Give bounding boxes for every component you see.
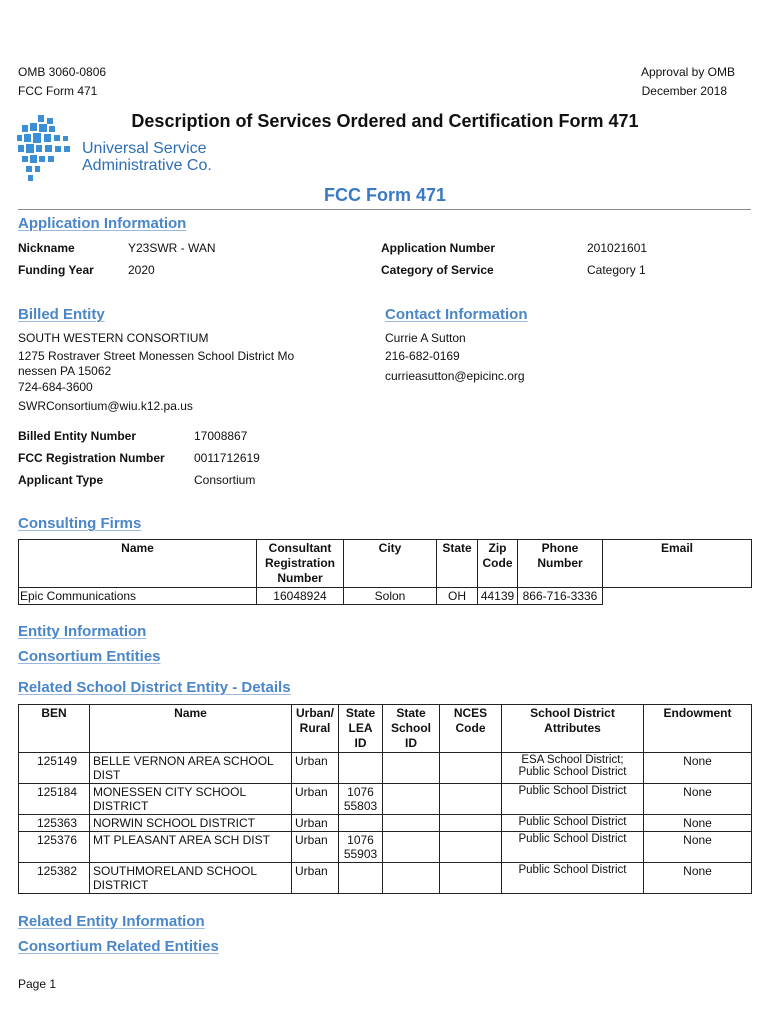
page-number: Page 1: [18, 977, 57, 991]
omb-approval: Approval by OMB: [640, 65, 735, 79]
district-endowment: None: [644, 784, 752, 815]
related-school-district-heading: Related School District Entity - Details: [18, 679, 291, 696]
district-endowment: None: [644, 832, 752, 863]
district-school-id: [383, 832, 440, 863]
district-school-id: [383, 753, 440, 784]
consultant-reg-number: 16048924: [257, 588, 344, 605]
district-nces: [440, 753, 502, 784]
consortium-entities-heading: Consortium Entities: [18, 648, 161, 665]
district-urban-rural: Urban: [292, 784, 339, 815]
district-lea-id: 1076 55803: [339, 784, 383, 815]
category-label: Category of Service: [381, 263, 494, 277]
district-attributes: ESA School District; Public School District: [502, 753, 644, 784]
table-row: [19, 863, 752, 894]
nickname-label: Nickname: [18, 241, 75, 255]
usac-logo: [16, 113, 76, 185]
funding-year-value: 2020: [128, 263, 155, 277]
applicant-type-label: Applicant Type: [18, 473, 104, 487]
consultant-city: Solon: [344, 588, 437, 605]
contact-info-heading: Contact Information: [385, 306, 528, 323]
district-attributes: Public School District: [502, 863, 644, 894]
title-divider: [18, 209, 751, 210]
district-name: SOUTHMORELAND SCHOOL DISTRICT: [90, 863, 292, 894]
col-zip: Zip Code: [478, 540, 518, 588]
col-state-school: State School ID: [383, 705, 440, 753]
omb-date: December 2018: [641, 84, 727, 98]
col-endowment: Endowment: [644, 705, 752, 753]
consultant-name: Epic Communications: [19, 588, 257, 605]
billed-entity-email: SWRConsortium@wiu.k12.pa.us: [18, 399, 193, 413]
contact-phone: 216-682-0169: [385, 349, 460, 363]
consulting-firms-table: [18, 539, 752, 605]
logo-line1: Universal Service: [82, 140, 207, 157]
district-lea-id: [339, 753, 383, 784]
district-ben: 125376: [19, 832, 90, 863]
col-urban-rural: Urban/ Rural: [292, 705, 339, 753]
district-name: MONESSEN CITY SCHOOL DISTRICT: [90, 784, 292, 815]
district-urban-rural: Urban: [292, 815, 339, 832]
billed-entity-address2: nessen PA 15062: [18, 364, 112, 378]
col-consultant-reg: Consultant Registration Number: [257, 540, 344, 588]
district-endowment: None: [644, 863, 752, 894]
district-attributes: Public School District: [502, 784, 644, 815]
col-state-lea: State LEA ID: [339, 705, 383, 753]
table-row: [19, 815, 752, 832]
form-number: FCC Form 471: [18, 84, 98, 98]
application-info-heading: Application Information: [18, 215, 187, 232]
district-ben: 125149: [19, 753, 90, 784]
col-state: State: [437, 540, 478, 588]
district-attributes: Public School District: [502, 815, 644, 832]
district-nces: [440, 832, 502, 863]
omb-number: OMB 3060-0806: [18, 65, 107, 79]
consortium-related-heading: Consortium Related Entities: [18, 938, 219, 955]
district-name: MT PLEASANT AREA SCH DIST: [90, 832, 292, 863]
district-lea-id: [339, 863, 383, 894]
district-urban-rural: Urban: [292, 753, 339, 784]
consultant-zip: 44139: [478, 588, 518, 605]
district-school-id: [383, 815, 440, 832]
billed-entity-name: SOUTH WESTERN CONSORTIUM: [18, 331, 209, 345]
district-nces: [440, 815, 502, 832]
funding-year-label: Funding Year: [18, 263, 94, 277]
district-endowment: None: [644, 815, 752, 832]
district-header-row: [19, 705, 752, 753]
col-nces: NCES Code: [440, 705, 502, 753]
billed-entity-phone: 724-684-3600: [18, 380, 93, 394]
district-urban-rural: Urban: [292, 863, 339, 894]
form-title: FCC Form 471: [323, 185, 447, 205]
consulting-header-row: [19, 540, 752, 588]
fcc-reg-label: FCC Registration Number: [18, 451, 165, 465]
billed-entity-address1: 1275 Rostraver Street Monessen School District Mo: [18, 349, 295, 363]
col-email: Email: [603, 540, 752, 588]
entity-info-heading: Entity Information: [18, 623, 147, 640]
district-urban-rural: Urban: [292, 832, 339, 863]
district-attributes: Public School District: [502, 832, 644, 863]
col-city: City: [344, 540, 437, 588]
ben-value: 17008867: [194, 429, 248, 443]
related-entity-heading: Related Entity Information: [18, 913, 205, 930]
consultant-email: [603, 588, 752, 605]
logo-line2: Administrative Co.: [82, 157, 212, 174]
table-row: [19, 784, 752, 815]
table-row: [19, 832, 752, 863]
consultant-state: OH: [437, 588, 478, 605]
document-title: Description of Services Ordered and Certification Form 471: [131, 111, 639, 131]
consultant-phone: 866-716-3336: [518, 588, 603, 605]
application-number-value: 201021601: [587, 241, 648, 255]
district-name: BELLE VERNON AREA SCHOOL DIST: [90, 753, 292, 784]
school-district-table: [18, 704, 752, 894]
district-school-id: [383, 784, 440, 815]
district-ben: 125363: [19, 815, 90, 832]
district-ben: 125382: [19, 863, 90, 894]
contact-email: currieasutton@epicinc.org: [385, 369, 525, 383]
col-phone: Phone Number: [518, 540, 603, 588]
category-value: Category 1: [587, 263, 646, 277]
application-number-label: Application Number: [381, 241, 496, 255]
ben-label: Billed Entity Number: [18, 429, 137, 443]
col-district-name: Name: [90, 705, 292, 753]
table-row: [19, 588, 752, 605]
fcc-reg-value: 0011712619: [194, 451, 260, 465]
district-lea-id: [339, 815, 383, 832]
consulting-firms-heading: Consulting Firms: [18, 515, 142, 532]
nickname-value: Y23SWR - WAN: [128, 241, 216, 255]
billed-entity-heading: Billed Entity: [18, 306, 105, 323]
district-ben: 125184: [19, 784, 90, 815]
col-ben: BEN: [19, 705, 90, 753]
district-endowment: None: [644, 753, 752, 784]
district-nces: [440, 863, 502, 894]
contact-name: Currie A Sutton: [385, 331, 466, 345]
usac-logo-icon: [16, 113, 76, 185]
col-name: Name: [19, 540, 257, 588]
col-attributes: School District Attributes: [502, 705, 644, 753]
district-lea-id: 1076 55903: [339, 832, 383, 863]
district-school-id: [383, 863, 440, 894]
district-name: NORWIN SCHOOL DISTRICT: [90, 815, 292, 832]
table-row: [19, 753, 752, 784]
applicant-type-value: Consortium: [194, 473, 256, 487]
district-nces: [440, 784, 502, 815]
